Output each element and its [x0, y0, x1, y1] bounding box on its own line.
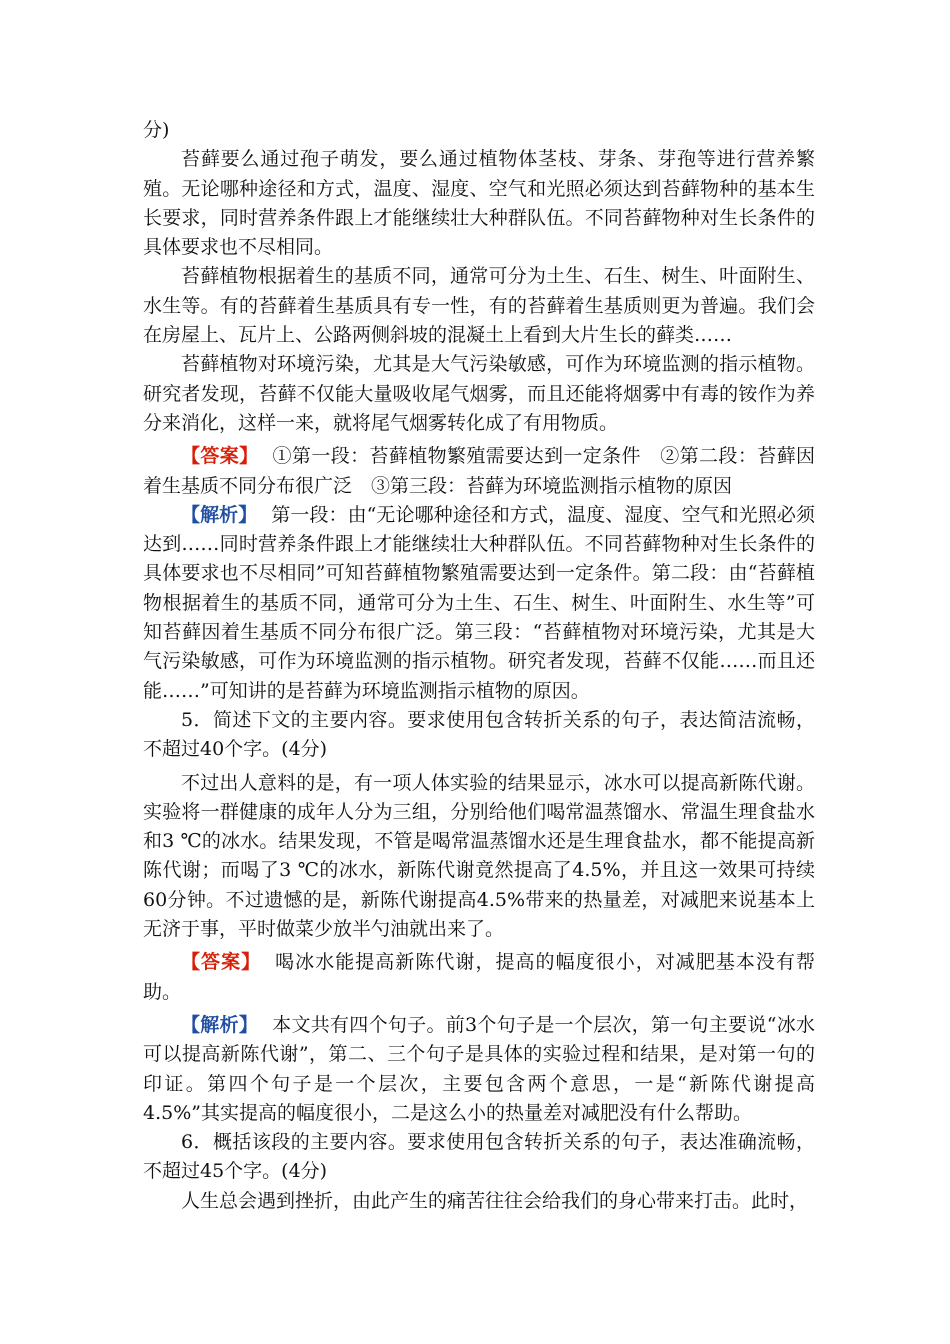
answer-block-4 [143, 442, 815, 501]
passage-paragraph-3: 苔藓植物对环境污染，尤其是大气污染敏感，可作为环境监测的指示植物。研究者发现，苔藓不仅能大量吸收尾气烟雾，而且还能将烟雾中有毒的铵作为养分来消化，这样一来，就将尾气烟雾转化成了有用物质。 [143, 353, 815, 434]
passage-paragraph-2: 苔藓植物根据着生的基质不同，通常可分为土生、石生、树生、叶面附生、水生等。有的苔藓着生基质具有专一性，有的苔藓着生基质则更为普遍。我们会在房屋上、瓦片上、公路两侧斜坡的混凝土上看到大片生长的藓类…… [143, 265, 815, 347]
answer-block-5 [143, 948, 815, 1007]
continued-text: 分) [143, 119, 170, 141]
answer-tag: 【答案】 [181, 951, 262, 974]
analysis-text-4: 第一段：由“无论哪种途径和方式，温度、湿度、空气和光照必须达到……同时营养条件跟上才能继续壮大种群队伍。不同苔藓物种对生长条件的具体要求也不尽相同”可知苔藓植物繁殖需要达到一定条件。第二段：由“苔藓植物根据着生的基质不同，通常可分为土生、石生、树生、叶面附生、水生等”可知苔藓因着生基质不同分布很广泛。第三段：“苔藓植物对环境污染，尤其是大气污染敏感，可作为环境监测的指示植物。研究者发现，苔藓不仅能……而且还能……”可知讲的是苔藓为环境监测指示植物的原因。 [143, 503, 815, 702]
answer-text-4: ①第一段：苔藓植物繁殖需要达到一定条件 ②第二段：苔藓因着生基质不同分布很广泛 ③第三段：苔藓为环境监测指示植物的原因 [143, 445, 815, 497]
question-6: 6．概括该段的主要内容。要求使用包含转折关系的句子，表达准确流畅，不超过45个字。(4分) [143, 1131, 815, 1183]
answer-text-5: 喝冰水能提高新陈代谢，提高的幅度很小，对减肥基本没有帮助。 [143, 951, 815, 1003]
analysis-block-4 [143, 501, 815, 706]
document-page [143, 116, 815, 1216]
analysis-tag: 【解析】 [181, 1013, 259, 1036]
passage-paragraph-1: 苔藓要么通过孢子萌发，要么通过植物体茎枝、芽条、芽孢等进行营养繁殖。无论哪种途径和方式，温度、湿度、空气和光照必须达到苔藓物种的基本生长要求，同时营养条件跟上才能继续壮大种群队伍。不同苔藓物种对生长条件的具体要求也不尽相同。 [143, 148, 815, 259]
passage-paragraph-6: 人生总会遇到挫折，由此产生的痛苦往往会给我们的身心带来打击。此时， [181, 1189, 809, 1212]
analysis-text-5: 本文共有四个句子。前3个句子是一个层次，第一句主要说“冰水可以提高新陈代谢”，第二、三个句子是具体的实验过程和结果，是对第一句的印证。第四个句子是一个层次，主要包含两个意思，一是“新陈代谢提高4.5%”其实提高的幅度很小，二是这么小的热量差对减肥没有什么帮助。 [143, 1013, 815, 1124]
passage-paragraph-5: 不过出人意料的是，有一项人体实验的结果显示，冰水可以提高新陈代谢。实验将一群健康的成年人分为三组，分别给他们喝常温蒸馏水、常温生理食盐水和3 ℃的冰水。结果发现，不管是喝常温蒸馏水还是生理食盐水，都不能提高新陈代谢；而喝了3 ℃的冰水，新陈代谢竟然提高了4.5%，并且这一效果可持续60分钟。不过遗憾的是，新陈代谢提高4.5%带来的热量差，对减肥来说基本上无济于事，平时做菜少放半勺油就出来了。 [143, 771, 815, 941]
question-5: 5．简述下文的主要内容。要求使用包含转折关系的句子，表达简洁流畅，不超过40个字。(4分) [143, 708, 815, 761]
answer-tag: 【答案】 [181, 445, 259, 468]
analysis-block-5 [143, 1011, 815, 1128]
analysis-tag: 【解析】 [181, 503, 258, 526]
